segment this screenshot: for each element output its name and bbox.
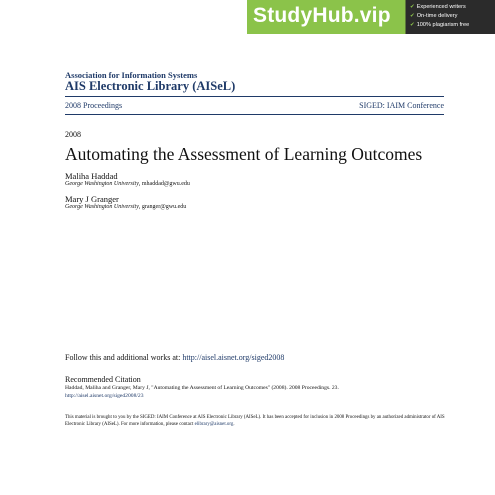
feature-item: ✔ On-time delivery	[410, 13, 458, 19]
author-affiliation: George Washington University, mhaddad@gwu.edu	[65, 181, 190, 187]
check-icon: ✔	[410, 13, 415, 19]
follow-line	[65, 353, 284, 362]
citation-text: Haddad, Maliha and Granger, Mary J, "Automating the Assessment of Learning Outcomes" (2008). 2008 Proceedings. 23.	[65, 385, 339, 391]
follow-link[interactable]: http://aisel.aisnet.org/siged2008	[182, 353, 285, 362]
author-name: Mary J Granger	[65, 194, 119, 204]
author-affiliation: George Washington University, granger@gwu.edu	[65, 204, 187, 210]
fine-print: This material is brought to you by the SIGED: IAIM Conference at AIS Electronic Library (AISeL). It has been accepted for inclusion in 2008 Proceedings by an authorized administrator of AIS Electronic Library (AISeL). For more information, please contact elibrary@aisnet.org.	[65, 415, 445, 427]
library-name[interactable]: AIS Electronic Library (AISeL)	[65, 79, 236, 93]
check-icon: ✔	[410, 4, 415, 10]
contact-email-link[interactable]: elibrary@aisnet.org	[194, 422, 234, 427]
studyhub-ad-banner[interactable]	[247, 0, 495, 34]
feature-item: ✔ Experienced writers	[410, 4, 466, 10]
recommended-citation-heading: Recommended Citation	[65, 375, 141, 384]
association-name: Association for Information Systems	[65, 70, 198, 80]
citation-link[interactable]: http://aisel.aisnet.org/siged2008/23	[65, 392, 144, 399]
paper-title: Automating the Assessment of Learning Outcomes	[65, 144, 423, 164]
check-icon: ✔	[410, 22, 415, 28]
conference-link[interactable]: SIGED: IAIM Conference	[359, 101, 444, 110]
paper-year: 2008	[65, 130, 81, 139]
banner-features	[410, 3, 492, 30]
author-name: Maliha Haddad	[65, 171, 118, 181]
header-divider-bottom	[65, 114, 444, 115]
follow-label: Follow this and additional works at:	[65, 353, 183, 362]
citation-block	[65, 385, 435, 400]
feature-item: ✔ 100% plagiarism free	[410, 22, 470, 28]
proceedings-link[interactable]: 2008 Proceedings	[65, 101, 123, 110]
header-divider-top	[65, 96, 444, 97]
studyhub-brand: StudyHub.vip	[253, 4, 391, 27]
